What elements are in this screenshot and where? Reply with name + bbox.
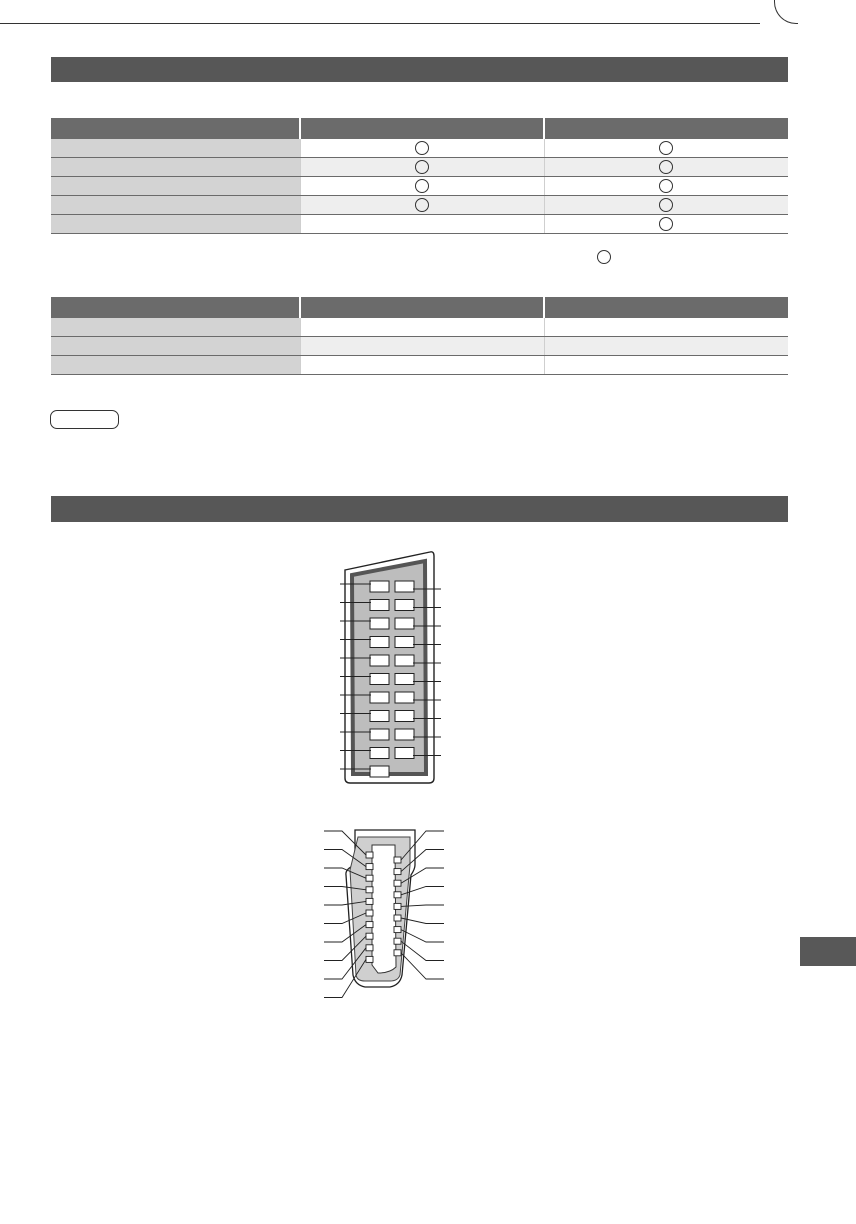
row-label-cell bbox=[51, 337, 300, 356]
hdmi-pin-leader bbox=[401, 953, 444, 979]
value-cell bbox=[544, 177, 788, 196]
crop-mark-horizontal bbox=[0, 23, 760, 24]
table-header-row bbox=[51, 297, 788, 318]
hdmi-tongue bbox=[372, 845, 396, 973]
side-section-tab bbox=[800, 937, 856, 966]
row-label-cell bbox=[51, 139, 300, 158]
value-cell bbox=[300, 215, 544, 234]
hdmi-pin bbox=[394, 915, 401, 921]
hdmi-pin bbox=[366, 956, 373, 962]
scart-pin bbox=[370, 748, 389, 759]
hdmi-pin bbox=[366, 910, 373, 916]
hdmi-pin bbox=[394, 880, 401, 886]
circle-icon bbox=[415, 179, 429, 193]
hdmi-pin bbox=[366, 887, 373, 893]
table-header-cell bbox=[51, 118, 300, 139]
table-row bbox=[51, 356, 788, 375]
scart-pin bbox=[370, 637, 389, 648]
circle-icon bbox=[659, 141, 673, 155]
circle-icon bbox=[597, 250, 611, 264]
hdmi-pin bbox=[366, 875, 373, 881]
note-badge bbox=[50, 410, 119, 429]
value-cell bbox=[300, 318, 544, 337]
hdmi-pin bbox=[394, 927, 401, 933]
table-header-cell bbox=[544, 297, 788, 318]
scart-pin bbox=[395, 655, 414, 666]
circle-icon bbox=[415, 160, 429, 174]
circle-icon bbox=[659, 198, 673, 212]
hdmi-pin bbox=[394, 938, 401, 944]
value-cell bbox=[544, 318, 788, 337]
circle-icon bbox=[659, 160, 673, 174]
hdmi-pin bbox=[366, 898, 373, 904]
section-header-bar-1 bbox=[51, 57, 788, 82]
signal-table-1 bbox=[51, 118, 788, 234]
value-cell bbox=[544, 158, 788, 177]
scart-connector-diagram bbox=[335, 548, 445, 788]
crop-mark-corner bbox=[774, 0, 798, 24]
hdmi-pin-leader bbox=[401, 941, 444, 960]
hdmi-pin-leader bbox=[401, 905, 444, 906]
scart-pin bbox=[395, 692, 414, 703]
scart-pin bbox=[370, 766, 389, 777]
hdmi-pin bbox=[394, 903, 401, 909]
value-cell bbox=[300, 196, 544, 215]
table-header-cell bbox=[544, 118, 788, 139]
hdmi-pin bbox=[394, 869, 401, 875]
scart-pin bbox=[370, 692, 389, 703]
circle-icon bbox=[415, 141, 429, 155]
hdmi-pin bbox=[394, 950, 401, 956]
hdmi-pin bbox=[366, 945, 373, 951]
hdmi-pin bbox=[394, 857, 401, 863]
scart-pin bbox=[395, 748, 414, 759]
row-label-cell bbox=[51, 318, 300, 337]
scart-pin bbox=[395, 618, 414, 629]
table-row bbox=[51, 139, 788, 158]
value-cell bbox=[544, 337, 788, 356]
row-label-cell bbox=[51, 158, 300, 177]
scart-pin bbox=[370, 655, 389, 666]
table-row bbox=[51, 215, 788, 234]
value-cell bbox=[544, 139, 788, 158]
value-cell bbox=[544, 215, 788, 234]
hdmi-pin bbox=[394, 892, 401, 898]
scart-pin bbox=[370, 618, 389, 629]
hdmi-pin bbox=[366, 864, 373, 870]
signal-table-2 bbox=[51, 297, 788, 375]
value-cell bbox=[300, 139, 544, 158]
scart-pin bbox=[370, 600, 389, 611]
hdmi-pin-leader bbox=[401, 930, 444, 942]
hdmi-pin bbox=[366, 933, 373, 939]
table-header-cell bbox=[300, 297, 544, 318]
scart-pin bbox=[370, 729, 389, 740]
scart-pin bbox=[370, 711, 389, 722]
circle-icon bbox=[659, 217, 673, 231]
hdmi-pin bbox=[366, 922, 373, 928]
scart-pin bbox=[395, 674, 414, 685]
scart-pin bbox=[395, 711, 414, 722]
section-header-bar-2 bbox=[51, 496, 788, 522]
scart-pin bbox=[395, 729, 414, 740]
value-cell bbox=[544, 196, 788, 215]
row-label-cell bbox=[51, 196, 300, 215]
scart-pin bbox=[395, 581, 414, 592]
circle-icon bbox=[659, 179, 673, 193]
scart-pin bbox=[370, 581, 389, 592]
table-row bbox=[51, 158, 788, 177]
table-header-cell bbox=[51, 297, 300, 318]
value-cell bbox=[300, 337, 544, 356]
hdmi-connector-diagram bbox=[320, 825, 450, 1005]
scart-pin bbox=[395, 600, 414, 611]
table-header-cell bbox=[300, 118, 544, 139]
table-row bbox=[51, 337, 788, 356]
value-cell bbox=[300, 177, 544, 196]
value-cell bbox=[300, 158, 544, 177]
table-row bbox=[51, 196, 788, 215]
scart-inner-frame bbox=[352, 561, 426, 774]
value-cell bbox=[544, 356, 788, 375]
scart-pin bbox=[370, 674, 389, 685]
table-row bbox=[51, 318, 788, 337]
table-row bbox=[51, 177, 788, 196]
table-header-row bbox=[51, 118, 788, 139]
value-cell bbox=[300, 356, 544, 375]
scart-pin bbox=[395, 637, 414, 648]
row-label-cell bbox=[51, 177, 300, 196]
hdmi-pin bbox=[366, 852, 373, 858]
circle-icon bbox=[415, 198, 429, 212]
row-label-cell bbox=[51, 356, 300, 375]
row-label-cell bbox=[51, 215, 300, 234]
